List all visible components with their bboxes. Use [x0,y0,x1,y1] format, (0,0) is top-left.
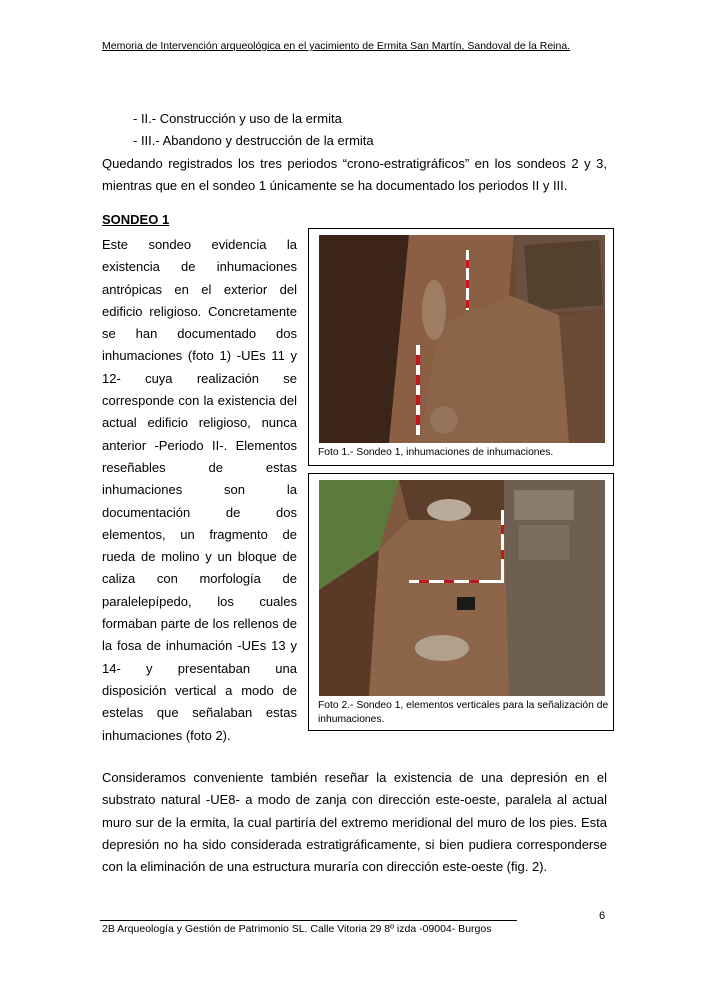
figure-1-caption: Foto 1.- Sondeo 1, inhumaciones de inhumaciones. [318,447,554,458]
excavation-burials-photo [319,235,605,443]
running-header: Memoria de Intervención arqueológica en el yacimiento de Ermita San Martín, Sandoval de la Reina. [102,40,571,52]
page-number: 6 [599,910,606,922]
figure-1 [308,228,614,466]
section-body: Este sondeo evidencia la existencia de inhumaciones antrópicas en el exterior del edificio religioso. Concretamente se han documentado dos inhumaciones (foto 1) -UEs 11 y 12- cuya realización se corresponde con la existencia del actual edificio religioso, nunca anterior -Periodo II-. Elementos reseñables de estas inhumaciones son la documentación de dos elementos, un fragmento de rueda de molino y un bloque de caliza con morfología de paralelepípedo, los cuales formaban parte de los rellenos de la fosa de inhumación -UEs 13 y 14- y presentaban una disposición vertical a modo de estelas que señalaban estas inhumaciones (foto 2). [102,237,297,743]
list-item-period-3: - III.- Abandono y destrucción de la ermita [133,133,374,148]
list-item-period-2: - II.- Construcción y uso de la ermita [133,111,342,126]
intro-paragraph: Quedando registrados los tres periodos “crono-estratigráficos” en los sondeos 2 y 3, mientras que en el sondeo 1 únicamente se ha documentado los periodos II y III. [102,156,607,194]
section-title: SONDEO 1 [102,212,170,227]
running-footer: 2B Arqueología y Gestión de Patrimonio SL. Calle Vitoria 29 8º izda -09004- Burgos [102,923,492,935]
figure-2-caption: Foto 2.- Sondeo 1, elementos verticales para la señalización de inhumaciones. [318,700,609,725]
figure-2 [308,473,614,731]
footer-divider [100,920,517,921]
closing-paragraph: Consideramos conveniente también reseñar la existencia de una depresión en el substrato natural -UE8- a modo de zanja con dirección este-oeste, paralela al actual muro sur de la ermita, la cual partiría del extremo meridional del muro de los pies. Esta depresión no ha sido considerada estratigráficamente, si bien pudiera corresponderse con la eliminación de una estructura muraría con dirección este-oeste (fig. 2). [102,770,607,875]
excavation-stelae-photo [319,480,605,696]
